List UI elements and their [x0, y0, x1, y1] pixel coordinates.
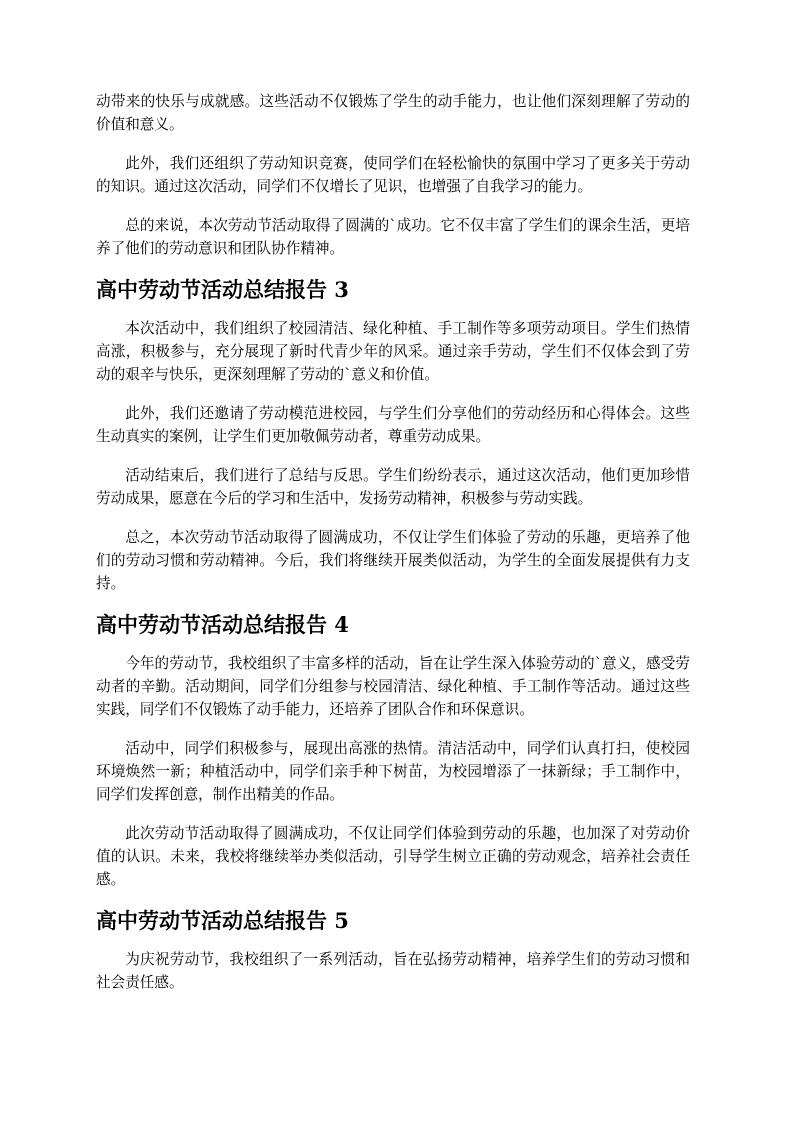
section-3-paragraph-3: 活动结束后，我们进行了总结与反思。学生们纷纷表示，通过这次活动，他们更加珍惜劳动成果，愿意在今后的学习和生活中，发扬劳动精神，积极参与劳动实践。: [96, 467, 690, 507]
section-4-paragraph-1: 今年的劳动节，我校组织了丰富多样的活动，旨在让学生深入体验劳动的`意义，感受劳动者的辛勤。活动期间，同学们分组参与校园清洁、绿化种植、手工制作等活动。通过这些实践，同学们不仅锻炼了动手能力，还培养了团队合作和环保意识。: [96, 655, 690, 718]
section-4-paragraph-2: 活动中，同学们积极参与，展现出高涨的热情。清洁活动中，同学们认真打扫，使校园环境焕然一新；种植活动中，同学们亲手种下树苗，为校园增添了一抹新绿；手工制作中，同学们发挥创意，制作出精美的作品。: [96, 740, 690, 803]
section-5-heading: 高中劳动节活动总结报告 5: [96, 908, 349, 933]
intro-paragraph-3: 总的来说，本次劳动节活动取得了圆满的`成功。它不仅丰富了学生们的课余生活，更培养了他们的劳动意识和团队协作精神。: [96, 217, 690, 257]
section-3-paragraph-4: 总之，本次劳动节活动取得了圆满成功，不仅让学生们体验了劳动的乐趣，更培养了他们的劳动习惯和劳动精神。今后，我们将继续开展类似活动，为学生的全面发展提供有力支持。: [96, 529, 690, 592]
section-4-heading: 高中劳动节活动总结报告 4: [96, 612, 349, 637]
document-page: [96, 90, 690, 1010]
section-5-paragraph-1: 为庆祝劳动节，我校组织了一系列活动，旨在弘扬劳动精神，培养学生们的劳动习惯和社会责任感。: [96, 951, 690, 991]
section-3-paragraph-1: 本次活动中，我们组织了校园清洁、绿化种植、手工制作等多项劳动项目。学生们热情高涨，积极参与，充分展现了新时代青少年的风采。通过亲手劳动，学生们不仅体会到了劳动的艰辛与快乐，更深刻理解了劳动的`意义和价值。: [96, 320, 690, 383]
intro-paragraph-1: 动带来的快乐与成就感。这些活动不仅锻炼了学生的动手能力，也让他们深刻理解了劳动的价值和意义。: [96, 93, 690, 133]
intro-paragraph-2: 此外，我们还组织了劳动知识竞赛，使同学们在轻松愉快的氛围中学习了更多关于劳动的知识。通过这次活动，同学们不仅增长了见识，也增强了自我学习的能力。: [96, 155, 690, 195]
section-3-heading: 高中劳动节活动总结报告 3: [96, 277, 349, 302]
section-3-paragraph-2: 此外，我们还邀请了劳动模范进校园，与学生们分享他们的劳动经历和心得体会。这些生动真实的案例，让学生们更加敬佩劳动者，尊重劳动成果。: [96, 405, 690, 445]
section-4-paragraph-3: 此次劳动节活动取得了圆满成功，不仅让同学们体验到劳动的乐趣，也加深了对劳动价值的认识。未来，我校将继续举办类似活动，引导学生树立正确的劳动观念，培养社会责任感。: [96, 825, 690, 888]
